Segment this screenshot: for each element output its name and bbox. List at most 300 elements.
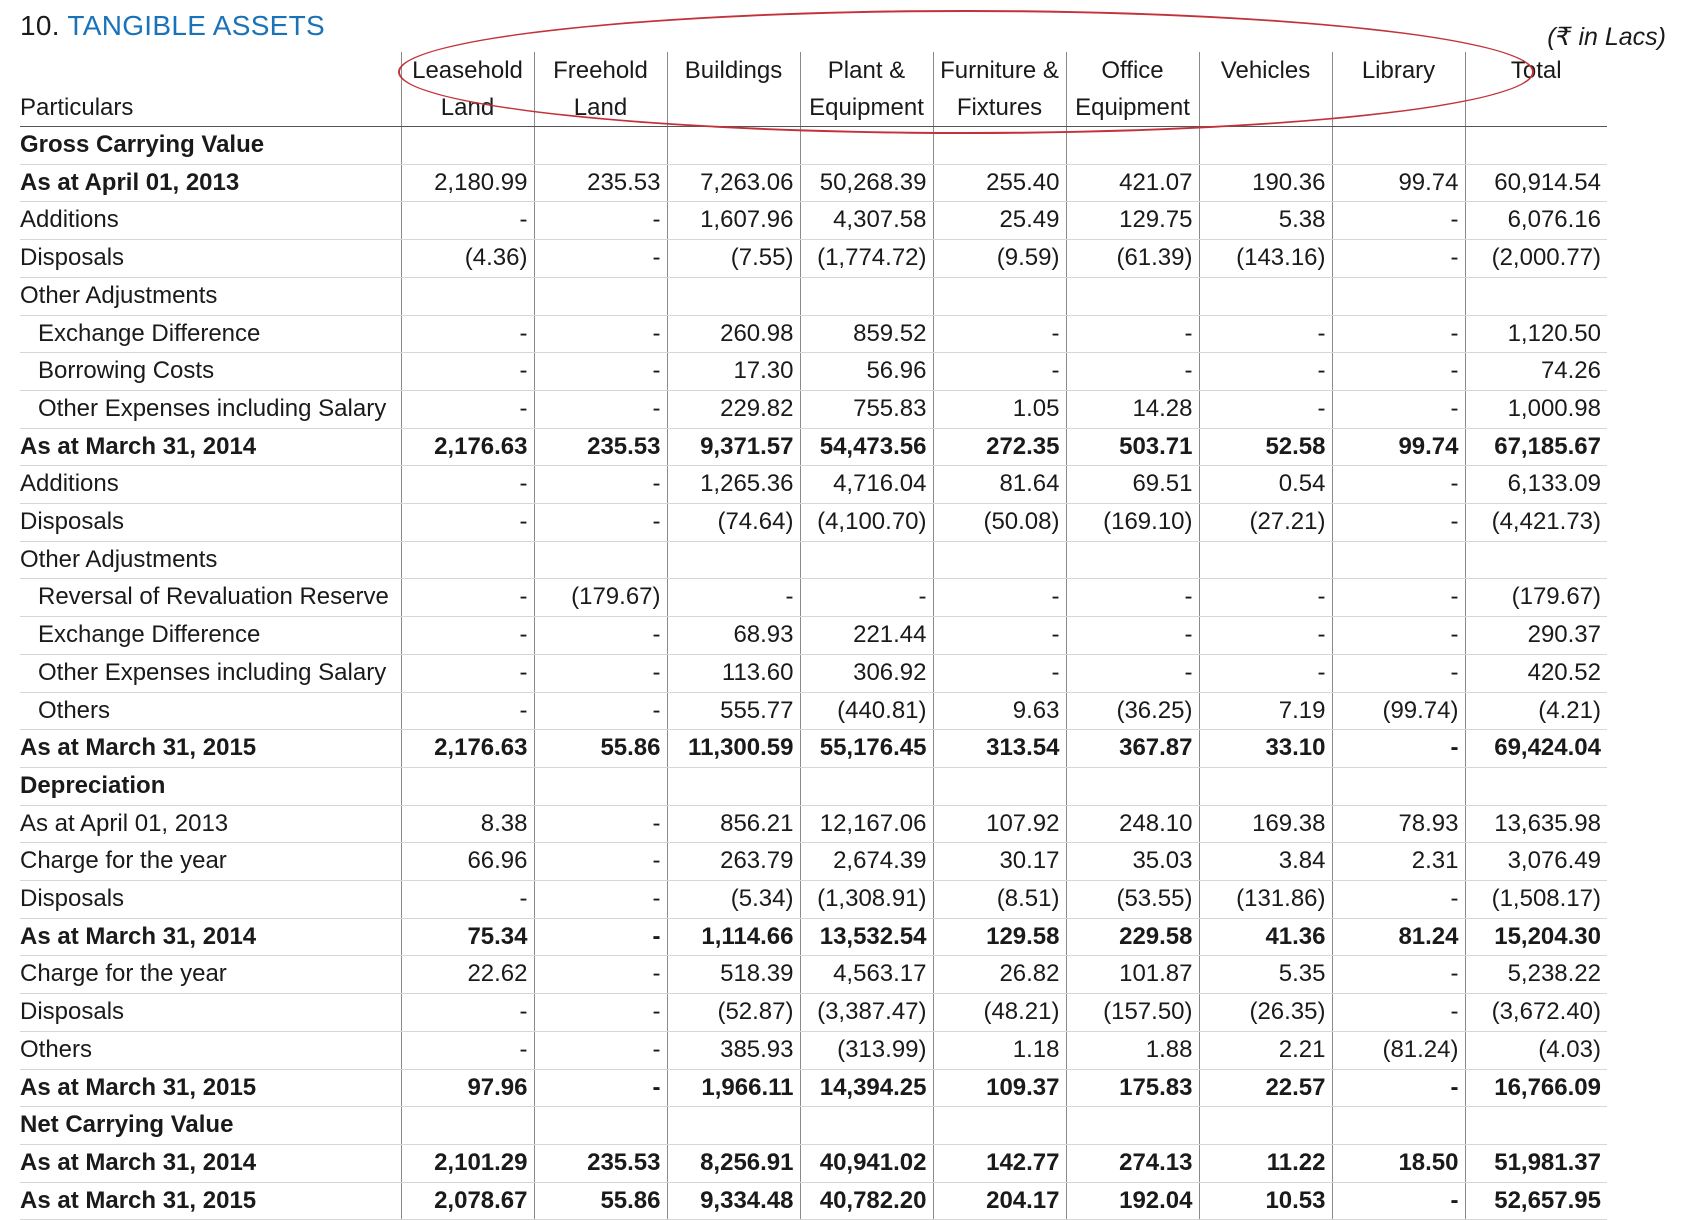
table-cell: 99.74 [1332,428,1465,466]
table-cell: - [933,617,1066,655]
table-cell: 221.44 [800,617,933,655]
table-cell [1066,541,1199,579]
table-cell: - [534,692,667,730]
row-label: As at March 31, 2014 [20,918,401,956]
table-cell: 1.88 [1066,1031,1199,1069]
table-cell: 5.35 [1199,956,1332,994]
table-cell: 255.40 [933,164,1066,202]
table-cell: 41.36 [1199,918,1332,956]
table-cell [534,127,667,165]
row-label: Additions [20,202,401,240]
table-cell: 17.30 [667,353,800,391]
table-cell: - [1066,353,1199,391]
table-cell [800,127,933,165]
header-freehold-land: Freehold Land [534,52,667,127]
table-cell [401,767,534,805]
table-cell: 60,914.54 [1465,164,1607,202]
table-cell: (8.51) [933,881,1066,919]
table-cell: 1.18 [933,1031,1066,1069]
table-cell: (4,100.70) [800,504,933,542]
title-row [20,8,1670,51]
row-label: As at April 01, 2013 [20,805,401,843]
table-cell: (36.25) [1066,692,1199,730]
table-cell: - [401,504,534,542]
table-row [20,466,1607,504]
table-row [20,881,1607,919]
table-cell: - [534,881,667,919]
table-cell [933,277,1066,315]
table-cell: 1.05 [933,390,1066,428]
table-cell: - [933,579,1066,617]
table-cell: (4.21) [1465,692,1607,730]
header-leasehold-land: Leasehold Land [401,52,534,127]
table-cell: 66.96 [401,843,534,881]
table-cell: 10.53 [1199,1182,1332,1220]
table-cell: 129.75 [1066,202,1199,240]
table-cell: - [401,202,534,240]
table-cell: 290.37 [1465,617,1607,655]
table-cell: 55.86 [534,730,667,768]
table-cell: (169.10) [1066,504,1199,542]
header-vehicles: Vehicles [1199,52,1332,127]
table-cell: - [534,353,667,391]
tangible-assets-table [20,52,1607,1220]
table-cell [1332,1107,1465,1145]
row-label: Exchange Difference [20,315,401,353]
table-cell: 248.10 [1066,805,1199,843]
table-cell: 235.53 [534,164,667,202]
table-cell: (74.64) [667,504,800,542]
table-cell: 1,607.96 [667,202,800,240]
table-cell: - [1332,994,1465,1032]
table-cell: (2,000.77) [1465,240,1607,278]
table-cell: 7,263.06 [667,164,800,202]
table-cell: 1,120.50 [1465,315,1607,353]
table-row [20,579,1607,617]
table-cell [1465,277,1607,315]
table-cell: 4,716.04 [800,466,933,504]
table-cell: (143.16) [1199,240,1332,278]
table-cell: - [1332,730,1465,768]
table-row [20,617,1607,655]
table-cell: 518.39 [667,956,800,994]
table-cell: (179.67) [1465,579,1607,617]
table-cell [1066,127,1199,165]
table-cell [1066,277,1199,315]
table-cell: 12,167.06 [800,805,933,843]
table-cell [401,1107,534,1145]
table-cell: - [534,202,667,240]
table-cell: 56.96 [800,353,933,391]
table-cell: - [401,315,534,353]
table-cell: - [667,579,800,617]
table-cell: 22.62 [401,956,534,994]
table-cell: 52.58 [1199,428,1332,466]
table-cell [667,277,800,315]
note-number: 10. [20,10,60,41]
table-cell [800,541,933,579]
table-cell: 40,941.02 [800,1144,933,1182]
table-cell [1332,541,1465,579]
table-cell: - [534,617,667,655]
table-cell: 69,424.04 [1465,730,1607,768]
table-cell: 1,265.36 [667,466,800,504]
table-cell: - [534,466,667,504]
table-cell: 13,635.98 [1465,805,1607,843]
table-cell: 272.35 [933,428,1066,466]
row-label: As at March 31, 2014 [20,1144,401,1182]
table-cell: - [1199,315,1332,353]
table-cell: 755.83 [800,390,933,428]
table-cell: - [1199,579,1332,617]
table-cell: 50,268.39 [800,164,933,202]
table-cell: 55,176.45 [800,730,933,768]
table-cell: (5.34) [667,881,800,919]
table-cell: - [401,617,534,655]
row-label: Disposals [20,240,401,278]
table-cell: - [534,390,667,428]
table-cell: 1,114.66 [667,918,800,956]
table-cell: 11,300.59 [667,730,800,768]
table-cell: 14.28 [1066,390,1199,428]
table-cell: - [401,579,534,617]
table-cell: 503.71 [1066,428,1199,466]
table-cell: 52,657.95 [1465,1182,1607,1220]
table-row [20,843,1607,881]
table-cell: 8.38 [401,805,534,843]
table-cell: - [1332,353,1465,391]
table-cell [1066,1107,1199,1145]
table-row [20,1069,1607,1107]
table-row [20,240,1607,278]
table-cell: - [1199,617,1332,655]
table-cell: - [1332,504,1465,542]
table-row [20,654,1607,692]
table-cell [667,541,800,579]
table-cell: (440.81) [800,692,933,730]
row-label: Charge for the year [20,843,401,881]
table-cell: 313.54 [933,730,1066,768]
table-cell: - [534,315,667,353]
table-row [20,1031,1607,1069]
table-cell [933,767,1066,805]
table-cell: - [1332,881,1465,919]
table-cell: 51,981.37 [1465,1144,1607,1182]
table-row [20,1107,1607,1145]
table-cell: - [1066,654,1199,692]
table-cell: - [1332,654,1465,692]
table-row [20,1182,1607,1220]
row-label: Other Expenses including Salary [20,390,401,428]
table-cell [1199,1107,1332,1145]
header-library: Library [1332,52,1465,127]
table-row [20,504,1607,542]
table-cell: 13,532.54 [800,918,933,956]
table-cell: (3,387.47) [800,994,933,1032]
table-cell: 274.13 [1066,1144,1199,1182]
table-row [20,994,1607,1032]
table-cell: 5.38 [1199,202,1332,240]
table-cell: (27.21) [1199,504,1332,542]
table-cell: - [534,1031,667,1069]
table-cell: 229.82 [667,390,800,428]
row-label: As at March 31, 2015 [20,1182,401,1220]
table-row [20,767,1607,805]
table-cell: 2,078.67 [401,1182,534,1220]
table-cell: - [401,881,534,919]
table-cell: 75.34 [401,918,534,956]
table-cell [1465,541,1607,579]
table-cell: (81.24) [1332,1031,1465,1069]
table-body [20,127,1607,1220]
table-cell: 97.96 [401,1069,534,1107]
table-cell: - [1332,390,1465,428]
table-cell: 306.92 [800,654,933,692]
table-cell: - [1066,315,1199,353]
table-cell: 8,256.91 [667,1144,800,1182]
table-cell: (53.55) [1066,881,1199,919]
unit-label: (₹ in Lacs) [1547,23,1666,51]
row-label: Depreciation [20,767,401,805]
table-cell: - [1332,617,1465,655]
header-office-equipment: Office Equipment [1066,52,1199,127]
table-row [20,730,1607,768]
table-cell [933,1107,1066,1145]
table-cell [534,277,667,315]
table-cell: 385.93 [667,1031,800,1069]
table-cell: - [534,805,667,843]
table-cell: 74.26 [1465,353,1607,391]
table-cell: - [401,353,534,391]
table-row [20,390,1607,428]
table-cell: (179.67) [534,579,667,617]
table-cell: 40,782.20 [800,1182,933,1220]
header-furniture-fixtures: Furniture & Fixtures [933,52,1066,127]
table-cell: 18.50 [1332,1144,1465,1182]
table-cell: (61.39) [1066,240,1199,278]
table-cell: - [1199,353,1332,391]
table-cell: (7.55) [667,240,800,278]
table-cell: 9,334.48 [667,1182,800,1220]
row-label: Additions [20,466,401,504]
header-row [20,52,1607,127]
table-cell: 190.36 [1199,164,1332,202]
table-cell: 3,076.49 [1465,843,1607,881]
table-cell: (1,508.17) [1465,881,1607,919]
table-cell: - [534,994,667,1032]
table-cell: 9.63 [933,692,1066,730]
table-cell: 204.17 [933,1182,1066,1220]
table-cell: 15,204.30 [1465,918,1607,956]
table-cell: 16,766.09 [1465,1069,1607,1107]
table-cell: - [1332,1069,1465,1107]
table-cell: (99.74) [1332,692,1465,730]
table-cell: (1,774.72) [800,240,933,278]
table-cell: 192.04 [1066,1182,1199,1220]
table-cell [534,767,667,805]
row-label: Reversal of Revaluation Reserve [20,579,401,617]
table-cell: - [1199,654,1332,692]
table-cell: (1,308.91) [800,881,933,919]
table-row [20,353,1607,391]
table-cell: (48.21) [933,994,1066,1032]
table-cell: (4,421.73) [1465,504,1607,542]
table-cell [1199,277,1332,315]
table-cell: (9.59) [933,240,1066,278]
table-cell: (4.36) [401,240,534,278]
table-cell [1199,767,1332,805]
table-cell: 420.52 [1465,654,1607,692]
table-cell [800,277,933,315]
table-cell: 81.64 [933,466,1066,504]
table-cell: 3.84 [1199,843,1332,881]
table-cell: - [1066,579,1199,617]
table-row [20,428,1607,466]
table-cell [800,1107,933,1145]
table-cell: - [534,1069,667,1107]
table-row [20,202,1607,240]
table-cell: 229.58 [1066,918,1199,956]
table-cell: (50.08) [933,504,1066,542]
table-cell: - [1199,390,1332,428]
table-cell: 55.86 [534,1182,667,1220]
table-cell: 6,133.09 [1465,466,1607,504]
table-cell: 142.77 [933,1144,1066,1182]
table-cell [1066,767,1199,805]
table-cell: 235.53 [534,1144,667,1182]
page-title [20,10,325,42]
row-label: Other Adjustments [20,541,401,579]
table-cell: - [534,504,667,542]
table-cell: - [534,654,667,692]
table-cell [534,541,667,579]
table-cell: 109.37 [933,1069,1066,1107]
table-cell: - [401,1031,534,1069]
row-label: Exchange Difference [20,617,401,655]
table-cell: - [1332,240,1465,278]
table-row [20,541,1607,579]
table-cell: 169.38 [1199,805,1332,843]
table-cell: - [401,390,534,428]
table-cell: 129.58 [933,918,1066,956]
table-cell [667,127,800,165]
table-cell [1332,277,1465,315]
table-cell: 99.74 [1332,164,1465,202]
table-cell: 2,674.39 [800,843,933,881]
row-label: Charge for the year [20,956,401,994]
table-cell: 107.92 [933,805,1066,843]
row-label: As at March 31, 2014 [20,428,401,466]
table-cell: - [933,654,1066,692]
table-cell: 22.57 [1199,1069,1332,1107]
table-cell: (4.03) [1465,1031,1607,1069]
table-cell [1332,127,1465,165]
table-cell: 101.87 [1066,956,1199,994]
table-cell: - [933,353,1066,391]
table-cell: 175.83 [1066,1069,1199,1107]
table-cell: - [1332,1182,1465,1220]
row-label: Disposals [20,881,401,919]
table-cell: 2.31 [1332,843,1465,881]
header-particulars: Particulars [20,52,401,127]
table-cell [1199,541,1332,579]
row-label: Other Adjustments [20,277,401,315]
table-cell: 2.21 [1199,1031,1332,1069]
table-cell: (3,672.40) [1465,994,1607,1032]
table-cell: 78.93 [1332,805,1465,843]
table-cell: 2,176.63 [401,428,534,466]
table-cell [933,127,1066,165]
row-label: Disposals [20,504,401,542]
table-cell: - [1332,579,1465,617]
table-cell [401,277,534,315]
table-cell: 421.07 [1066,164,1199,202]
table-cell [1465,767,1607,805]
table-cell [933,541,1066,579]
table-cell: 4,563.17 [800,956,933,994]
row-label: As at March 31, 2015 [20,1069,401,1107]
table-cell: 1,000.98 [1465,390,1607,428]
table-cell: - [1066,617,1199,655]
table-cell: - [534,918,667,956]
table-cell: 35.03 [1066,843,1199,881]
table-cell: 235.53 [534,428,667,466]
table-cell: 69.51 [1066,466,1199,504]
table-row [20,918,1607,956]
table-cell: 260.98 [667,315,800,353]
table-cell [1465,127,1607,165]
table-cell: 7.19 [1199,692,1332,730]
table-row [20,1144,1607,1182]
table-cell [401,541,534,579]
table-cell [800,767,933,805]
table-cell: 4,307.58 [800,202,933,240]
table-row [20,277,1607,315]
table-cell: 1,966.11 [667,1069,800,1107]
table-cell [401,127,534,165]
table-row [20,127,1607,165]
table-row [20,164,1607,202]
row-label: As at March 31, 2015 [20,730,401,768]
table-cell: (26.35) [1199,994,1332,1032]
table-cell: 14,394.25 [800,1069,933,1107]
table-cell: - [933,315,1066,353]
header-total: Total [1465,52,1607,127]
header-plant-equipment: Plant & Equipment [800,52,933,127]
table-cell: 30.17 [933,843,1066,881]
table-cell: (157.50) [1066,994,1199,1032]
table-cell: 26.82 [933,956,1066,994]
header-buildings: Buildings [667,52,800,127]
table-cell: - [1332,466,1465,504]
table-cell: - [401,466,534,504]
row-label: Gross Carrying Value [20,127,401,165]
table-cell: - [534,240,667,278]
row-label: Others [20,692,401,730]
table-row [20,692,1607,730]
row-label: Disposals [20,994,401,1032]
table-cell: (313.99) [800,1031,933,1069]
table-cell [1465,1107,1607,1145]
table-row [20,805,1607,843]
table-cell [667,767,800,805]
row-label: Borrowing Costs [20,353,401,391]
table-cell: 856.21 [667,805,800,843]
table-cell: - [534,843,667,881]
table-cell: 0.54 [1199,466,1332,504]
table-cell: 6,076.16 [1465,202,1607,240]
table-cell: - [1332,202,1465,240]
